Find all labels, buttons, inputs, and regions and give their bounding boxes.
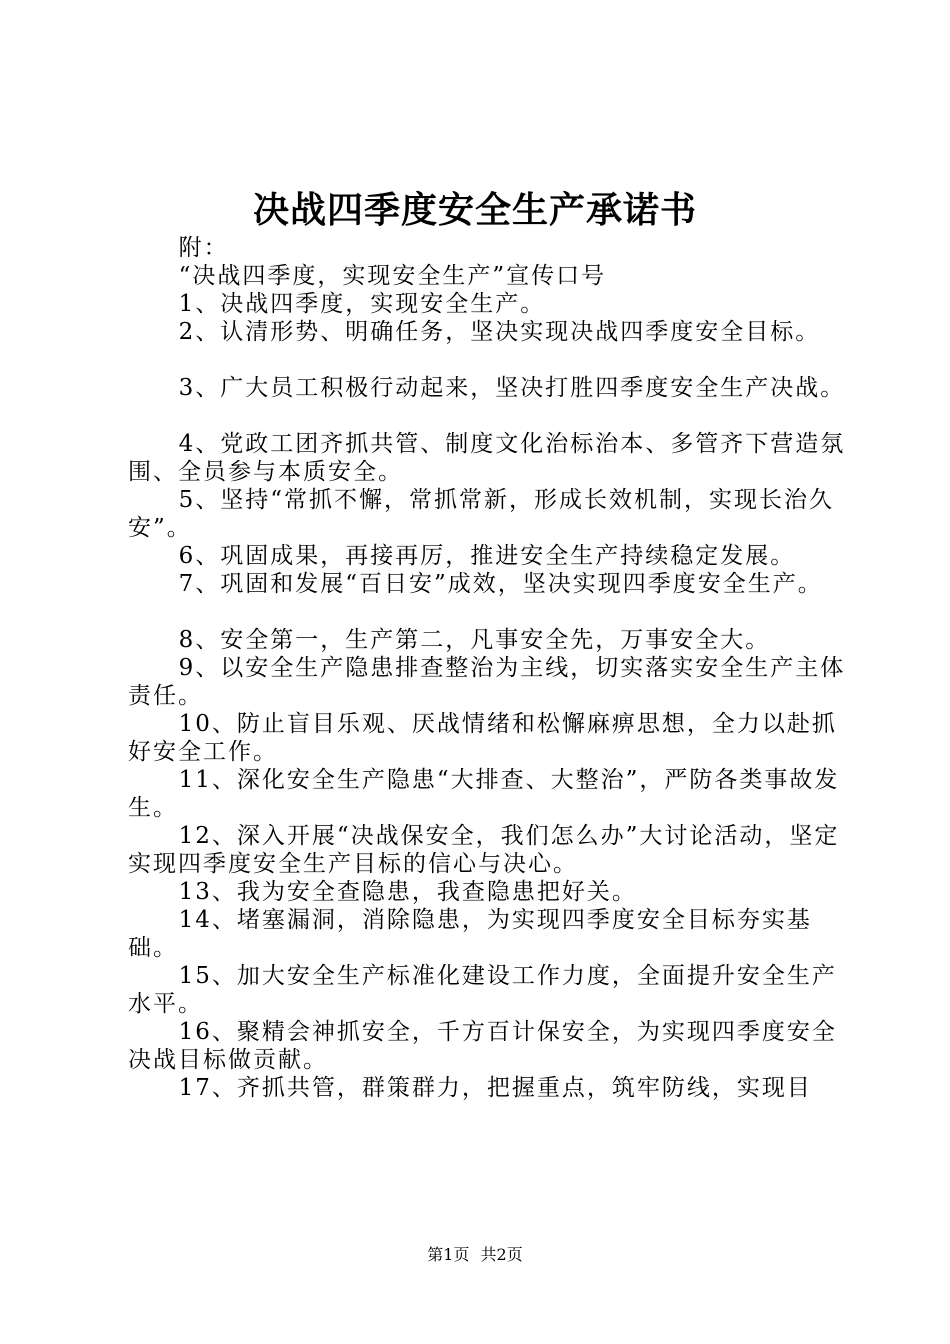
paragraph: 2、认清形势、明确任务，坚决实现决战四季度安全目标。: [178, 319, 821, 345]
paragraph: 8、安全第一，生产第二，凡事安全先，万事安全大。: [178, 627, 771, 653]
page-number: 第1页: [427, 1245, 470, 1264]
paragraph: 15、加大安全生产标准化建设工作力度，全面提升安全生产水平。: [128, 963, 837, 1017]
paragraph: 12、深入开展“决战保安全，我们怎么办”大讨论活动，坚定实现四季度安全生产目标的信心与决心。: [128, 823, 840, 877]
paragraph: 3、广大员工积极行动起来，坚决打胜四季度安全生产决战。: [178, 375, 846, 401]
paragraph: 1、决战四季度，实现安全生产。: [178, 291, 546, 317]
paragraph: 附：: [178, 235, 229, 261]
paragraph: 16、聚精会神抓安全，千方百计保安全，为实现四季度安全决战目标做贡献。: [128, 1019, 837, 1073]
paragraph: 6、巩固成果，再接再厉，推进安全生产持续稳定发展。: [178, 543, 796, 569]
page-footer: [0, 1245, 950, 1265]
paragraph: 4、党政工团齐抓共管、制度文化治标治本、多管齐下营造氛围、全员参与本质安全。: [128, 431, 846, 485]
document-title: 决战四季度安全生产承诺书: [252, 189, 697, 231]
paragraph: 9、以安全生产隐患排查整治为主线，切实落实安全生产主体责任。: [128, 655, 846, 709]
page-total: 共2页: [480, 1245, 523, 1264]
document-body: [128, 234, 852, 1102]
paragraph: “决战四季度，实现安全生产”宣传口号: [178, 263, 607, 289]
paragraph: 10、防止盲目乐观、厌战情绪和松懈麻痹思想，全力以赴抓好安全工作。: [128, 711, 837, 765]
paragraph: 13、我为安全查隐患，我查隐患把好关。: [178, 879, 637, 905]
paragraph: 14、堵塞漏洞，消除隐患，为实现四季度安全目标夯实基础。: [128, 907, 812, 961]
paragraph: 17、齐抓共管，群策群力，把握重点，筑牢防线，实现目: [178, 1075, 812, 1101]
paragraph: 5、坚持“常抓不懈，常抓常新，形成长效机制，实现长治久安”。: [128, 487, 834, 541]
paragraph: 11、深化安全生产隐患“大排查、大整治”，严防各类事故发生。: [128, 767, 840, 821]
paragraph: 7、巩固和发展“百日安”成效，坚决实现四季度安全生产。: [178, 571, 823, 597]
